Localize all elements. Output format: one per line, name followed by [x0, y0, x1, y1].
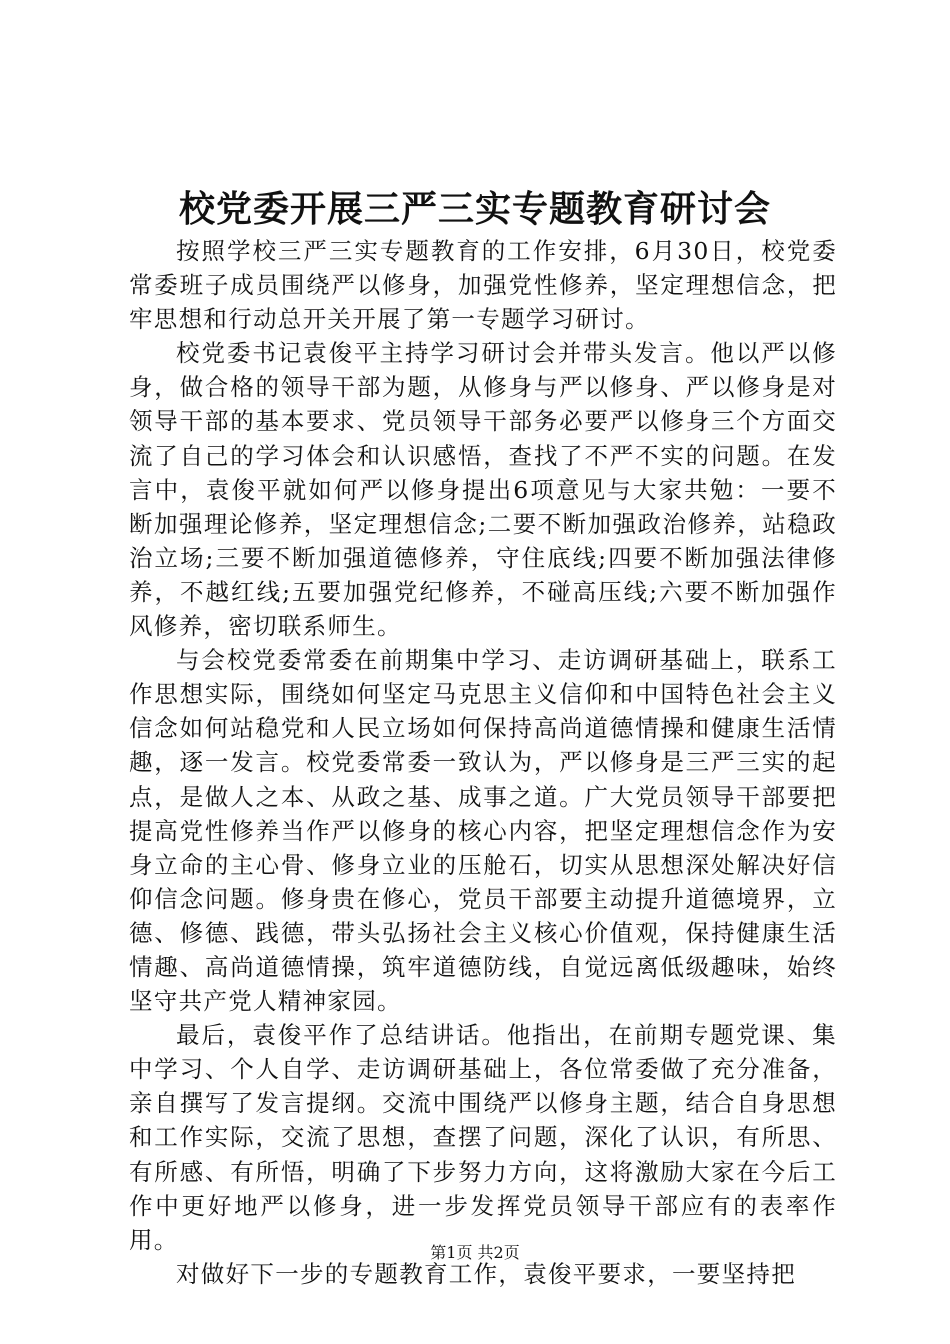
paragraph: 最后，袁俊平作了总结讲话。他指出，在前期专题党课、集中学习、个人自学、走访调研基础上，各位常委做了充分准备，亲自撰写了发言提纲。交流中围绕严以修身主题，结合自身思想和工作实际，交流了思想，查摆了问题，深化了认识，有所思、有所感、有所悟，明确了下步努力方向，这将激励大家在今后工作中更好地严以修身，进一步发挥党员领导干部应有的表率作用。	[129, 1021, 837, 1254]
document-body	[129, 234, 837, 1291]
document-title: 校党委开展三严三实专题教育研讨会	[178, 188, 771, 230]
page-number-footer: 第1页 共2页	[430, 1243, 520, 1262]
paragraph: 按照学校三严三实专题教育的工作安排，6月30日，校党委常委班子成员围绕严以修身，加强党性修养，坚定理想信念，把牢思想和行动总开关开展了第一专题学习研讨。	[129, 237, 838, 334]
paragraph: 与会校党委常委在前期集中学习、走访调研基础上，联系工作思想实际，围绕如何坚定马克思主义信仰和中国特色社会主义信念如何站稳党和人民立场如何保持高尚道德情操和健康生活情趣，逐一发言。校党委常委一致认为，严以修身是三严三实的起点，是做人之本、从政之基、成事之道。广大党员领导干部要把提高党性修养当作严以修身的核心内容，把坚定理想信念作为安身立命的主心骨、修身立业的压舱石，切实从思想深处解决好信仰信念问题。修身贵在修心，党员干部要主动提升道德境界，立德、修德、践德，带头弘扬社会主义核心价值观，保持健康生活情趣、高尚道德情操，筑牢道德防线，自觉远离低级趣味，始终坚守共产党人精神家园。	[129, 646, 837, 1016]
paragraph: 校党委书记袁俊平主持学习研讨会并带头发言。他以严以修身，做合格的领导干部为题，从修身与严以修身、严以修身是对领导干部的基本要求、党员领导干部务必要严以修身三个方面交流了自己的学习体会和认识感悟，查找了不严不实的问题。在发言中，袁俊平就如何严以修身提出6项意见与大家共勉：一要不断加强理论修养，坚定理想信念;二要不断加强政治修养，站稳政治立场;三要不断加强道德修养，守住底线;四要不断加强法律修养，不越红线;五要加强党纪修养，不碰高压线;六要不断加强作风修养，密切联系师生。	[129, 339, 837, 641]
paragraph: 对做好下一步的专题教育工作，袁俊平要求，一要坚持把	[176, 1259, 796, 1288]
